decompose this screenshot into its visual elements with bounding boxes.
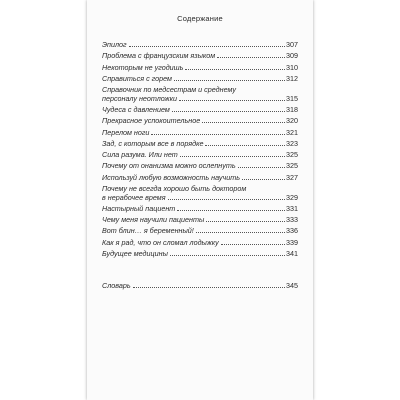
toc-entry-page: 327 (286, 172, 298, 182)
toc-entry-page: 341 (286, 248, 298, 258)
dot-leader (180, 156, 285, 157)
toc-entry (102, 227, 298, 236)
toc-entry-page: 312 (286, 73, 298, 83)
dot-leader (172, 111, 285, 112)
dot-leader (221, 244, 285, 245)
toc-entry-title: Используй любую возможность научить (102, 172, 240, 182)
toc-entry-title: Эпилог (102, 40, 127, 49)
toc-entry-page: 320 (286, 116, 298, 126)
toc-title: Содержание (177, 14, 223, 23)
toc-entry-title-continued: персоналу неотложки (102, 93, 177, 103)
toc-entry-title: Будущее медицины (102, 248, 168, 258)
toc-entry-page: 318 (286, 105, 298, 114)
toc-entry-title: Как я рад, что он сломал лодыжку (102, 237, 219, 247)
toc-entry (102, 185, 298, 202)
dot-leader (133, 287, 285, 288)
toc-entry (102, 174, 298, 183)
dot-leader (196, 232, 285, 233)
toc-entry-title: Зад, с которым все в порядке (102, 138, 204, 148)
dot-leader (179, 100, 285, 101)
toc-entry (102, 41, 298, 50)
toc-entry-title: Прекрасное успокоительное (102, 116, 201, 126)
toc-entry (102, 140, 298, 149)
toc-entry (102, 129, 298, 138)
toc-entry-title: Почему от онанизма можно ослепнуть (102, 161, 236, 171)
dot-leader (205, 145, 285, 146)
toc-entry-page: 321 (286, 127, 298, 137)
dot-leader (151, 134, 285, 135)
toc-entry-title: Проблема с французским языком (102, 51, 216, 61)
dot-leader (206, 221, 285, 222)
dot-leader (242, 179, 285, 180)
toc-entry-title: Словарь (102, 281, 131, 291)
dot-leader (168, 199, 285, 200)
toc-entry (102, 106, 298, 115)
toc-entry-page: 336 (286, 226, 298, 236)
toc-entry-page: 309 (286, 51, 298, 61)
dot-leader (202, 122, 285, 123)
toc-entry (102, 162, 298, 171)
toc-entry-page: 310 (286, 62, 298, 72)
section-gap (102, 261, 298, 282)
toc-entry (102, 205, 298, 214)
toc-entry-title: Чему меня научили пациенты (102, 215, 205, 225)
toc-entry-page: 307 (286, 40, 298, 49)
toc-entry-page: 333 (286, 215, 298, 225)
dot-leader (185, 69, 285, 70)
dot-leader (238, 167, 285, 168)
dot-leader (170, 255, 285, 256)
toc-entry-page: 329 (286, 192, 298, 202)
dot-leader (129, 46, 285, 47)
toc-entry-page: 315 (286, 93, 298, 103)
toc-entry-title: Перелом ноги (102, 127, 150, 137)
toc-entry (102, 216, 298, 225)
toc-entry (102, 64, 298, 73)
toc-entry-title-continued: в нерабочее время (102, 192, 166, 202)
toc-entry-title: Вот блин… я беременный! (102, 226, 194, 236)
toc-entry-glossary (102, 282, 298, 291)
dot-leader (217, 57, 285, 58)
toc-entry (102, 239, 298, 248)
toc-entry-title: Чудеса с давлением (102, 105, 170, 114)
toc-list (102, 41, 298, 294)
toc-entry (102, 250, 298, 259)
book-page (87, 0, 313, 400)
toc-entry-title: Некоторым не угодишь (102, 62, 184, 72)
toc-entry-title: Настырный пациент (102, 203, 176, 213)
toc-entry-title: Сила разума. Или нет (102, 150, 178, 160)
toc-entry (102, 151, 298, 160)
toc-entry-title: Справочник по медсестрам и среднему (102, 85, 236, 95)
toc-entry-page: 325 (286, 150, 298, 160)
dot-leader (174, 80, 285, 81)
toc-entry (102, 86, 298, 103)
toc-entry-title: Почему не всегда хорошо быть доктором (102, 183, 247, 193)
dot-leader (177, 210, 285, 211)
toc-entry-page: 345 (286, 281, 298, 291)
toc-entry (102, 117, 298, 126)
toc-entry-page: 339 (286, 237, 298, 247)
toc-entry (102, 75, 298, 84)
toc-entry-page: 323 (286, 138, 298, 148)
toc-entry-title: Справиться с горем (102, 73, 172, 83)
toc-entry (102, 52, 298, 61)
toc-entry-page: 325 (286, 161, 298, 171)
toc-entry-page: 331 (286, 203, 298, 213)
